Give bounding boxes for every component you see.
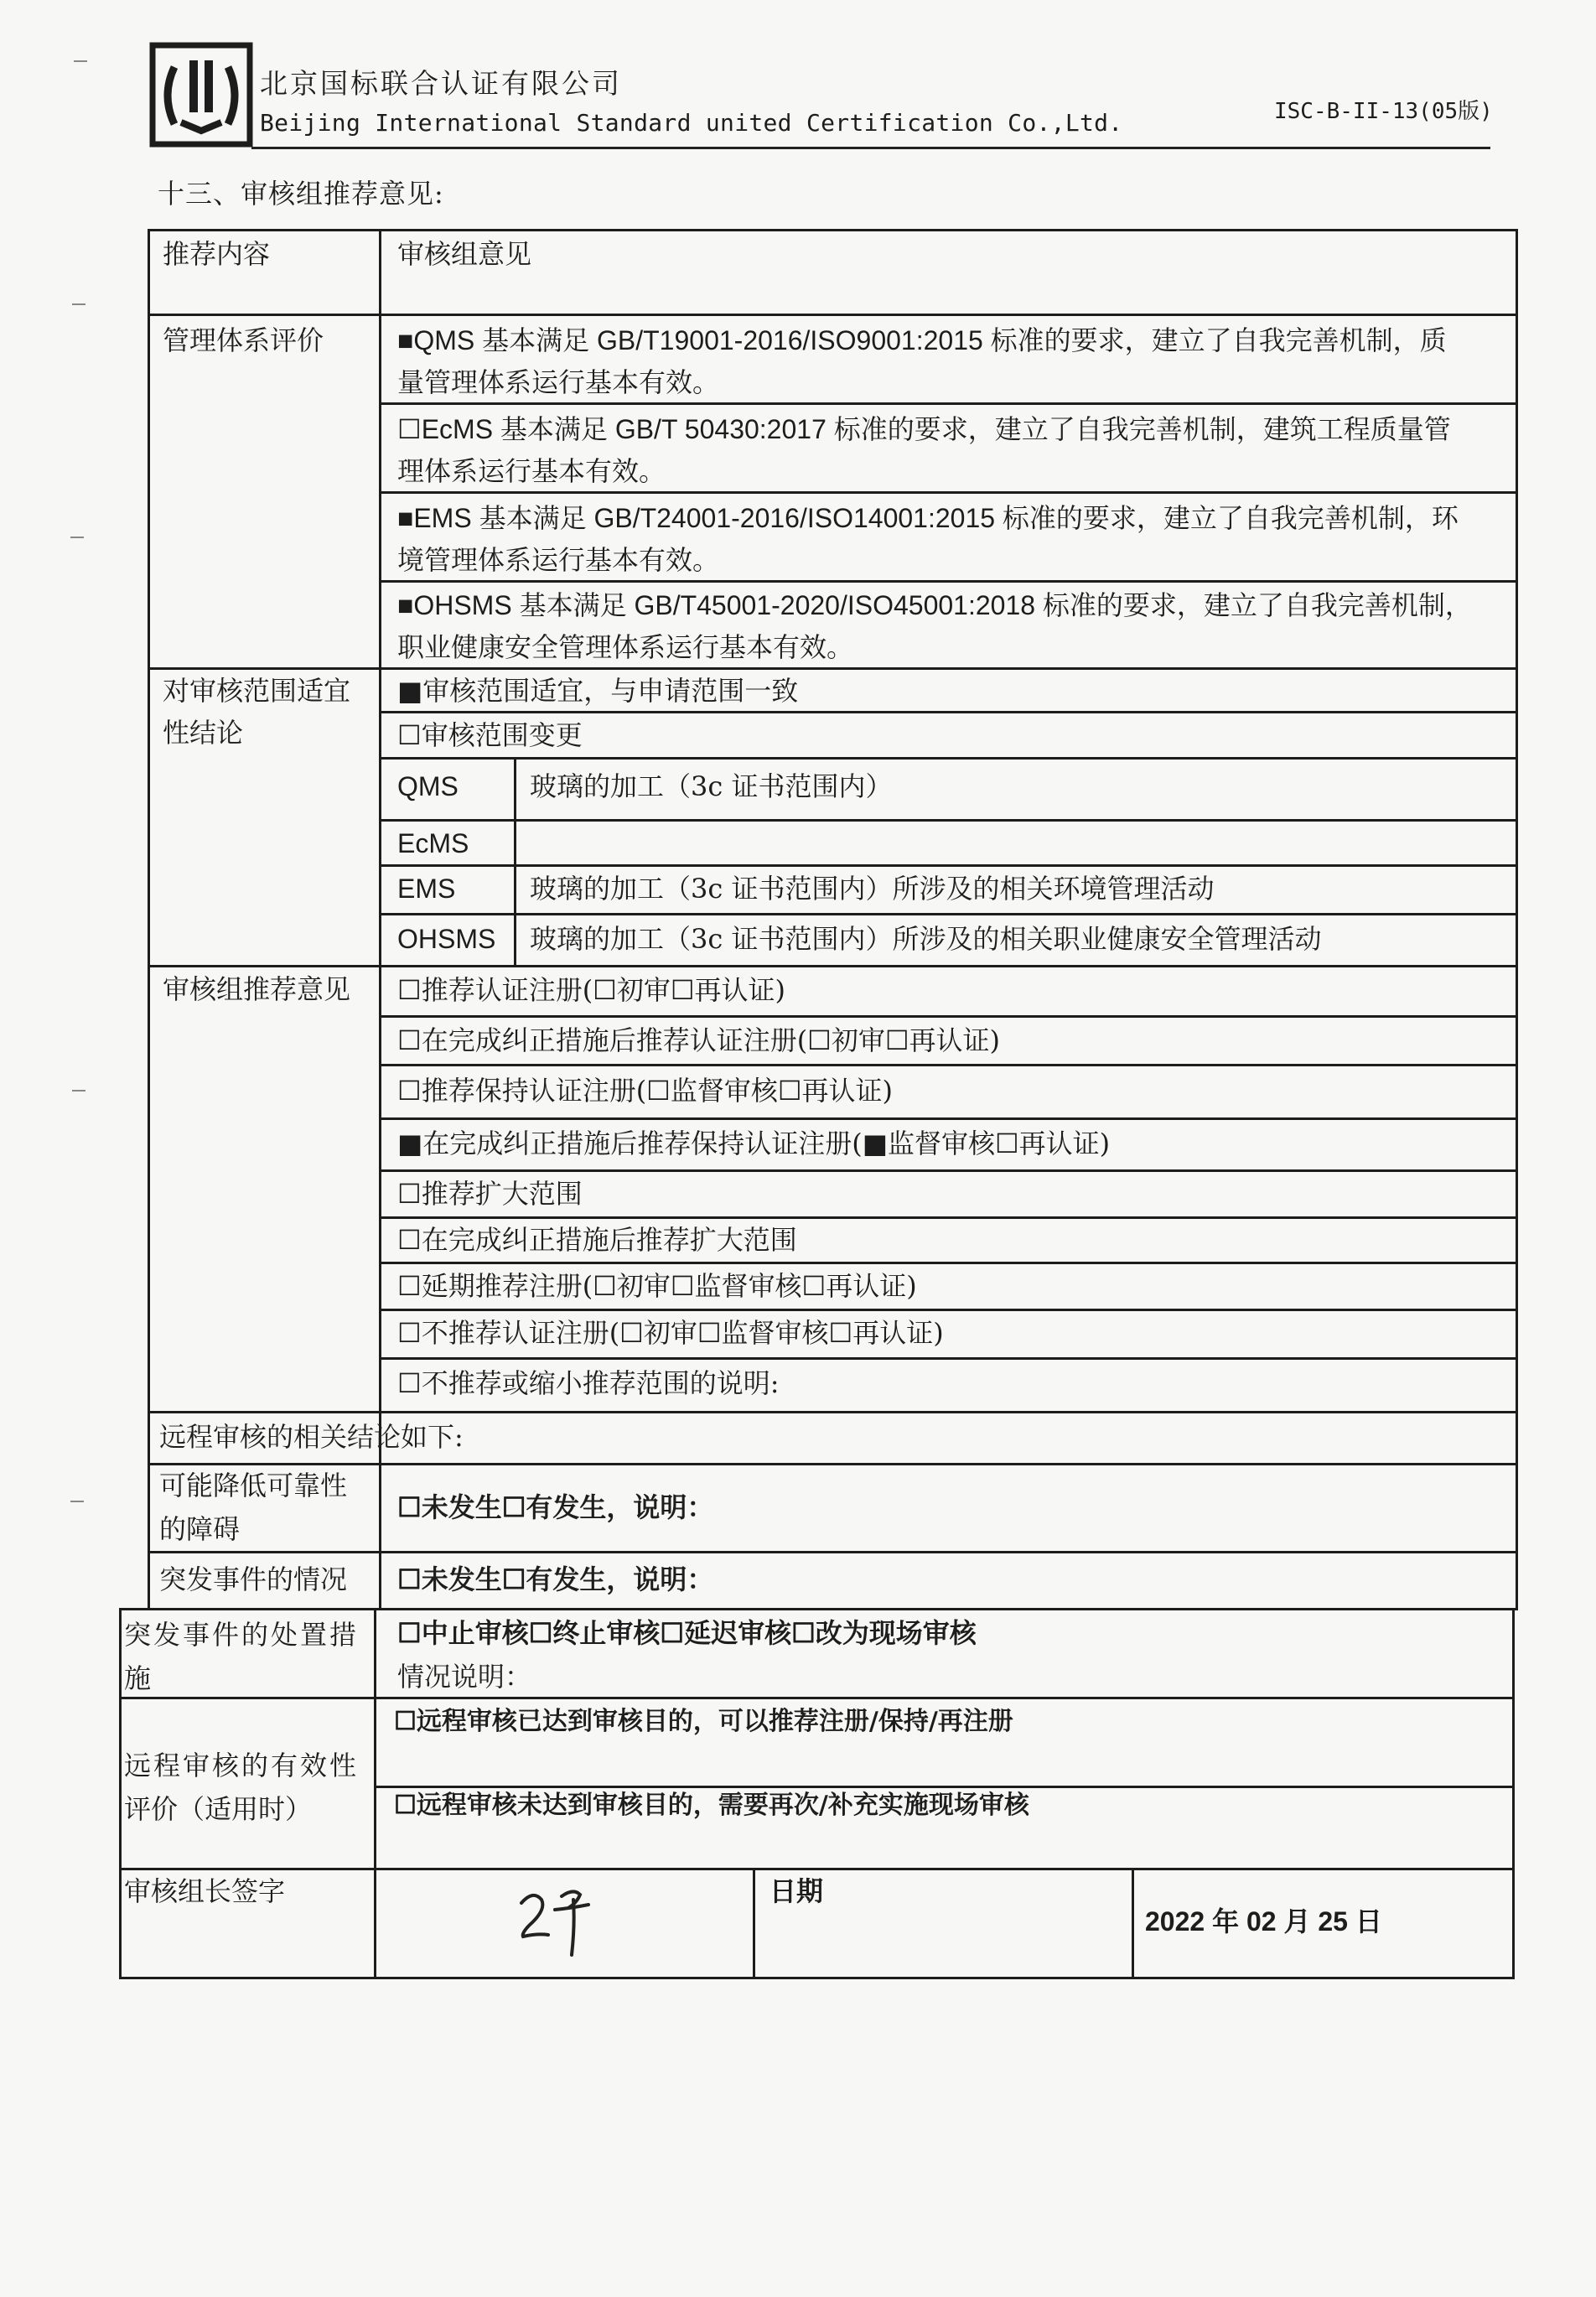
date-value: 2022 年 02 月 25 日	[1145, 1906, 1382, 1937]
ohsms-eval-line1: ■OHSMS 基本满足 GB/T45001-2020/ISO45001:2018 标准的要求，建立了自我完善机制，	[397, 590, 1472, 620]
handling-label-line2: 施	[124, 1662, 152, 1694]
scope-changed-option: ☐审核范围变更	[397, 719, 583, 751]
ecms-eval-line1: ☐EcMS 基本满足 GB/T 50430:2017 标准的要求，建立了自我完善机制，建筑工程质量管	[397, 414, 1451, 444]
header-divider	[251, 147, 1490, 149]
scan-speck	[72, 303, 86, 305]
scope-system-ohsms: OHSMS	[397, 924, 496, 954]
effectiveness-not-achieved-option: ☐远程审核未达到审核目的，需要再次/补充实施现场审核	[394, 1791, 1029, 1820]
section-title: 十三、审核组推荐意见:	[158, 178, 444, 210]
scope-text-qms: 玻璃的加工（3c 证书范围内）	[530, 770, 893, 802]
company-logo-icon	[149, 42, 253, 148]
ohsms-eval-line2: 职业健康安全管理体系运行基本有效。	[397, 631, 854, 663]
leader-signature-label: 审核组长签字	[124, 1875, 286, 1907]
company-name-cn: 北京国标联合认证有限公司	[260, 67, 622, 100]
scan-speck	[72, 1090, 86, 1091]
recommend-label: 审核组推荐意见	[163, 973, 351, 1005]
recommend-item: ☐推荐扩大范围	[397, 1178, 583, 1210]
scope-text-ems: 玻璃的加工（3c 证书范围内）所涉及的相关环境管理活动	[530, 873, 1215, 905]
effectiveness-achieved-option: ☐远程审核已达到审核目的，可以推荐注册/保持/再注册	[394, 1707, 1013, 1736]
recommend-item: ☐推荐保持认证注册(☐监督审核☐再认证)	[397, 1075, 894, 1107]
scope-label-line2: 性结论	[163, 717, 244, 749]
remote-heading: 远程审核的相关结论如下:	[159, 1421, 464, 1453]
reliability-value: ☐未发生☐有发生，说明：	[397, 1491, 714, 1523]
scan-speck	[70, 537, 84, 538]
company-name-en: Beijing International Standard united Certification Co.,Ltd.	[260, 109, 1123, 137]
scan-speck	[70, 1501, 84, 1502]
handwritten-signature	[503, 1871, 612, 1963]
qms-eval-line2: 量管理体系运行基本有效。	[397, 366, 720, 398]
mgmt-eval-label: 管理体系评价	[163, 324, 324, 356]
emergency-label: 突发事件的情况	[159, 1563, 348, 1595]
recommend-item: ☐不推荐或缩小推荐范围的说明:	[397, 1367, 780, 1399]
qms-eval-line1: ■QMS 基本满足 GB/T19001-2016/ISO9001:2015 标准的要求，建立了自我完善机制，质	[397, 325, 1447, 355]
ems-eval-line1: ■EMS 基本满足 GB/T24001-2016/ISO14001:2015 标准的要求，建立了自我完善机制，环	[397, 503, 1459, 533]
ecms-eval-line2: 理体系运行基本有效。	[397, 455, 666, 487]
scope-system-ems: EMS	[397, 874, 456, 904]
scope-system-qms: QMS	[397, 771, 459, 801]
effectiveness-label-line1: 远程审核的有效性	[124, 1750, 360, 1781]
document-code: ISC-B-II-13(05版)	[1274, 99, 1493, 124]
recommend-item: ☐延期推荐注册(☐初审☐监督审核☐再认证)	[397, 1270, 917, 1302]
handling-value-line1: ☐中止审核☐终止审核☐延迟审核☐改为现场审核	[397, 1617, 977, 1649]
recommend-item: ☐不推荐认证注册(☐初审☐监督审核☐再认证)	[397, 1317, 944, 1349]
scope-system-ecms: EcMS	[397, 828, 469, 858]
emergency-value: ☐未发生☐有发生，说明：	[397, 1563, 714, 1595]
recommend-item-selected: ■在完成纠正措施后推荐保持认证注册(■监督审核☐再认证)	[397, 1128, 1111, 1159]
recommend-item: ☐在完成纠正措施后推荐认证注册(☐初审☐再认证)	[397, 1024, 1001, 1056]
column-header-content: 推荐内容	[163, 238, 271, 270]
scope-label-line1: 对审核范围适宜	[163, 675, 351, 707]
handling-label-line1: 突发事件的处置措	[124, 1619, 360, 1651]
handling-value-line2: 情况说明：	[397, 1661, 532, 1693]
effectiveness-label-line2: 评价（适用时）	[124, 1793, 313, 1825]
column-header-opinion: 审核组意见	[397, 238, 532, 270]
ems-eval-line2: 境管理体系运行基本有效。	[397, 544, 720, 576]
recommend-item: ☐推荐认证注册(☐初审☐再认证)	[397, 974, 786, 1006]
recommend-item: ☐在完成纠正措施后推荐扩大范围	[397, 1224, 797, 1256]
reliability-label-line2: 的障碍	[159, 1513, 241, 1545]
date-label: 日期	[770, 1875, 824, 1907]
reliability-label-line1: 可能降低可靠性	[159, 1470, 348, 1501]
scope-appropriate-option: ■审核范围适宜，与申请范围一致	[397, 675, 799, 707]
scan-speck	[74, 60, 87, 62]
scope-text-ohsms: 玻璃的加工（3c 证书范围内）所涉及的相关职业健康安全管理活动	[530, 923, 1322, 955]
